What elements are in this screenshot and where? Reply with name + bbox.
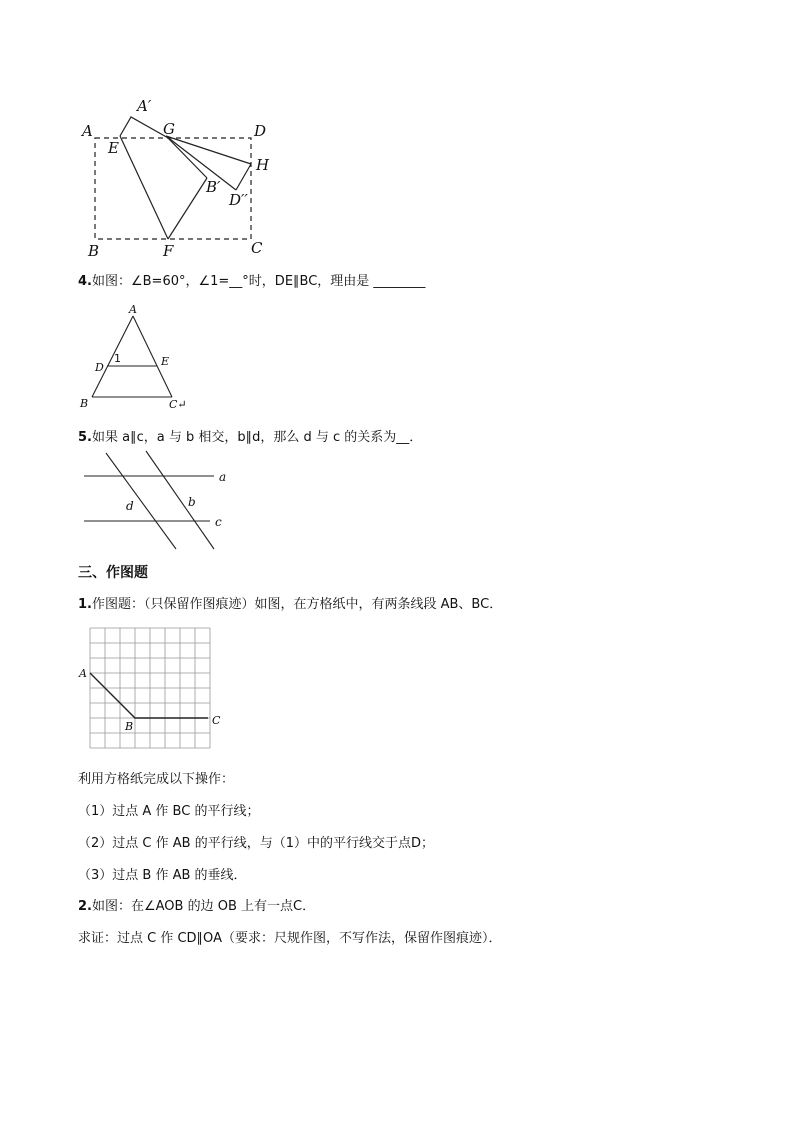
tri-label-A: A (129, 303, 137, 316)
label-G: G (163, 120, 175, 138)
tri-label-D: D (95, 361, 104, 374)
par-label-c: c (215, 515, 222, 529)
problem-number: 2. (78, 899, 92, 914)
problem-text: 如图：在∠AOB 的边 OB 上有一点C． (91, 899, 316, 914)
question-number: 5. (78, 430, 92, 445)
question-text: 如果 a∥c，a 与 b 相交，b∥d，那么 d 与 c 的关系为__． (91, 430, 423, 445)
label-F: F (163, 242, 174, 260)
par-label-b: b (188, 495, 196, 509)
question-text: 如图：∠B=60°，∠1=__°时，DE∥BC，理由是 ________ (91, 274, 426, 289)
label-E: E (108, 139, 119, 157)
label-B-prime: B′ (206, 178, 221, 196)
grid-lines (90, 628, 210, 748)
par-label-a: a (219, 470, 227, 484)
problem-text: 作图题：（只保留作图痕迹）如图，在方格纸中，有两条线段 AB、BC． (91, 597, 503, 612)
section-heading: 三、作图题 (78, 565, 148, 581)
tri-label-B: B (80, 397, 89, 410)
label-D: D (254, 122, 267, 140)
problem-1-step-2: （2）过点 C 作 AB 的平行线，与（1）中的平行线交于点D； (78, 836, 434, 851)
problem-1-intro: 利用方格纸完成以下操作： (78, 772, 235, 787)
problem-number: 1. (78, 597, 92, 612)
grid-label-A: A (79, 667, 87, 680)
label-B: B (88, 242, 100, 260)
grid-label-C: C (212, 714, 221, 727)
label-C: C (251, 239, 263, 257)
problem-2 (78, 895, 315, 914)
label-D-double: D′′ (229, 191, 248, 209)
tri-label-E: E (161, 355, 170, 368)
question-number: 4. (78, 274, 92, 289)
grid-label-B: B (125, 720, 134, 733)
label-A-prime: A′ (137, 97, 152, 115)
tri-label-1: 1 (114, 352, 121, 365)
label-H: H (256, 156, 270, 174)
tri-label-C: C↵ (169, 398, 187, 411)
label-A: A (82, 122, 93, 140)
par-label-d: d (126, 499, 134, 513)
segment-ab-bc (90, 673, 208, 718)
problem-2-proof: 求证：过点 C 作 CD∥OA（要求：尺规作图，不写作法，保留作图痕迹）． (78, 931, 502, 946)
problem-1-step-3: （3）过点 B 作 AB 的垂线． (78, 868, 247, 883)
problem-1-step-1: （1）过点 A 作 BC 的平行线； (78, 804, 260, 819)
